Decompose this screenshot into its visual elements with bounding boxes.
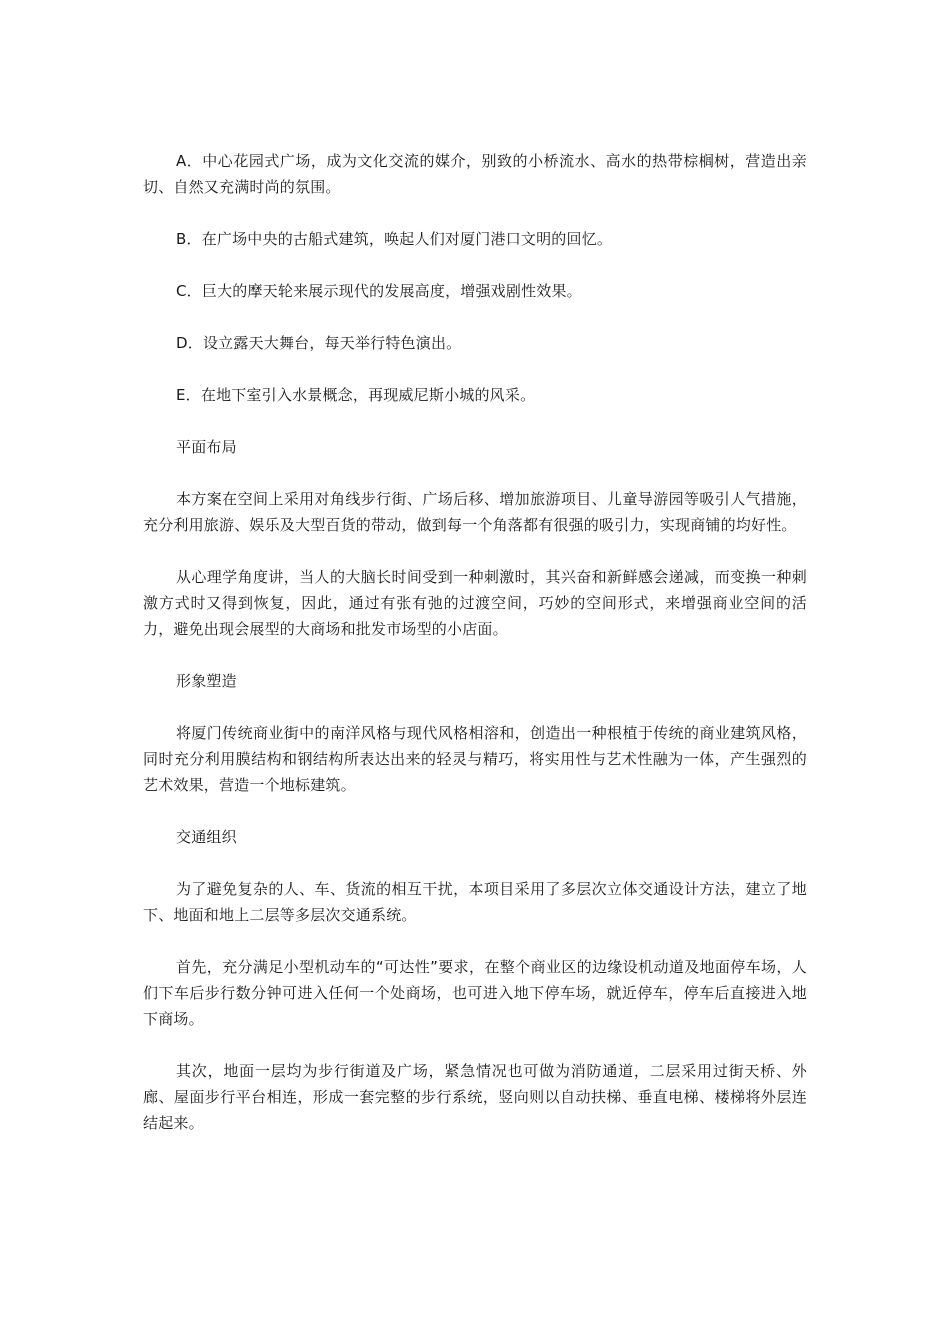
paragraph-option-d: D．设立露天大舞台，每天举行特色演出。 <box>176 334 462 352</box>
section-heading-traffic: 交通组织 <box>176 828 237 846</box>
section-heading-image: 形象塑造 <box>176 672 237 690</box>
paragraph-traffic-3: 其次，地面一层均为步行街道及广场，紧急情况也可做为消防通道，二层采用过街天桥、外廊、屋面步行平台相连，形成一套完整的步行系统，竖向则以自动扶梯、垂直电梯、楼梯将外层连结起来。 <box>143 1062 807 1132</box>
document-page <box>143 148 807 1162</box>
paragraph-option-a: A．中心花园式广场，成为文化交流的媒介，别致的小桥流水、高水的热带棕榈树，营造出亲切、自然又充满时尚的氛围。 <box>143 152 807 196</box>
paragraph-option-b: B．在广场中央的古船式建筑，唤起人们对厦门港口文明的回忆。 <box>176 230 613 248</box>
section-heading-layout: 平面布局 <box>176 438 237 456</box>
paragraph-option-e: E．在地下室引入水景概念，再现威尼斯小城的风采。 <box>176 386 536 404</box>
paragraph-image: 将厦门传统商业街中的南洋风格与现代风格相溶和，创造出一种根植于传统的商业建筑风格，同时充分利用膜结构和钢结构所表达出来的轻灵与精巧，将实用性与艺术性融为一体，产生强烈的艺术效果，营造一个地标建筑。 <box>143 724 807 794</box>
paragraph-option-c: C．巨大的摩天轮来展示现代的发展高度，增强戏剧性效果。 <box>176 282 582 300</box>
paragraph-layout-2: 从心理学角度讲，当人的大脑长时间受到一种刺激时，其兴奋和新鲜感会递减，而变换一种刺激方式时又得到恢复，因此，通过有张有弛的过渡空间，巧妙的空间形式，来增强商业空间的活力，避免出现会展型的大商场和批发市场型的小店面。 <box>143 568 807 638</box>
paragraph-traffic-1: 为了避免复杂的人、车、货流的相互干扰，本项目采用了多层次立体交通设计方法，建立了地下、地面和地上二层等多层次交通系统。 <box>143 880 807 924</box>
paragraph-layout-1: 本方案在空间上采用对角线步行街、广场后移、增加旅游项目、儿童导游园等吸引人气措施，充分利用旅游、娱乐及大型百货的带动，做到每一个角落都有很强的吸引力，实现商铺的均好性。 <box>143 490 807 534</box>
paragraph-traffic-2: 首先，充分满足小型机动车的“可达性”要求，在整个商业区的边缘设机动道及地面停车场，人们下车后步行数分钟可进入任何一个处商场，也可进入地下停车场，就近停车，停车后直接进入地下商场。 <box>143 958 807 1028</box>
